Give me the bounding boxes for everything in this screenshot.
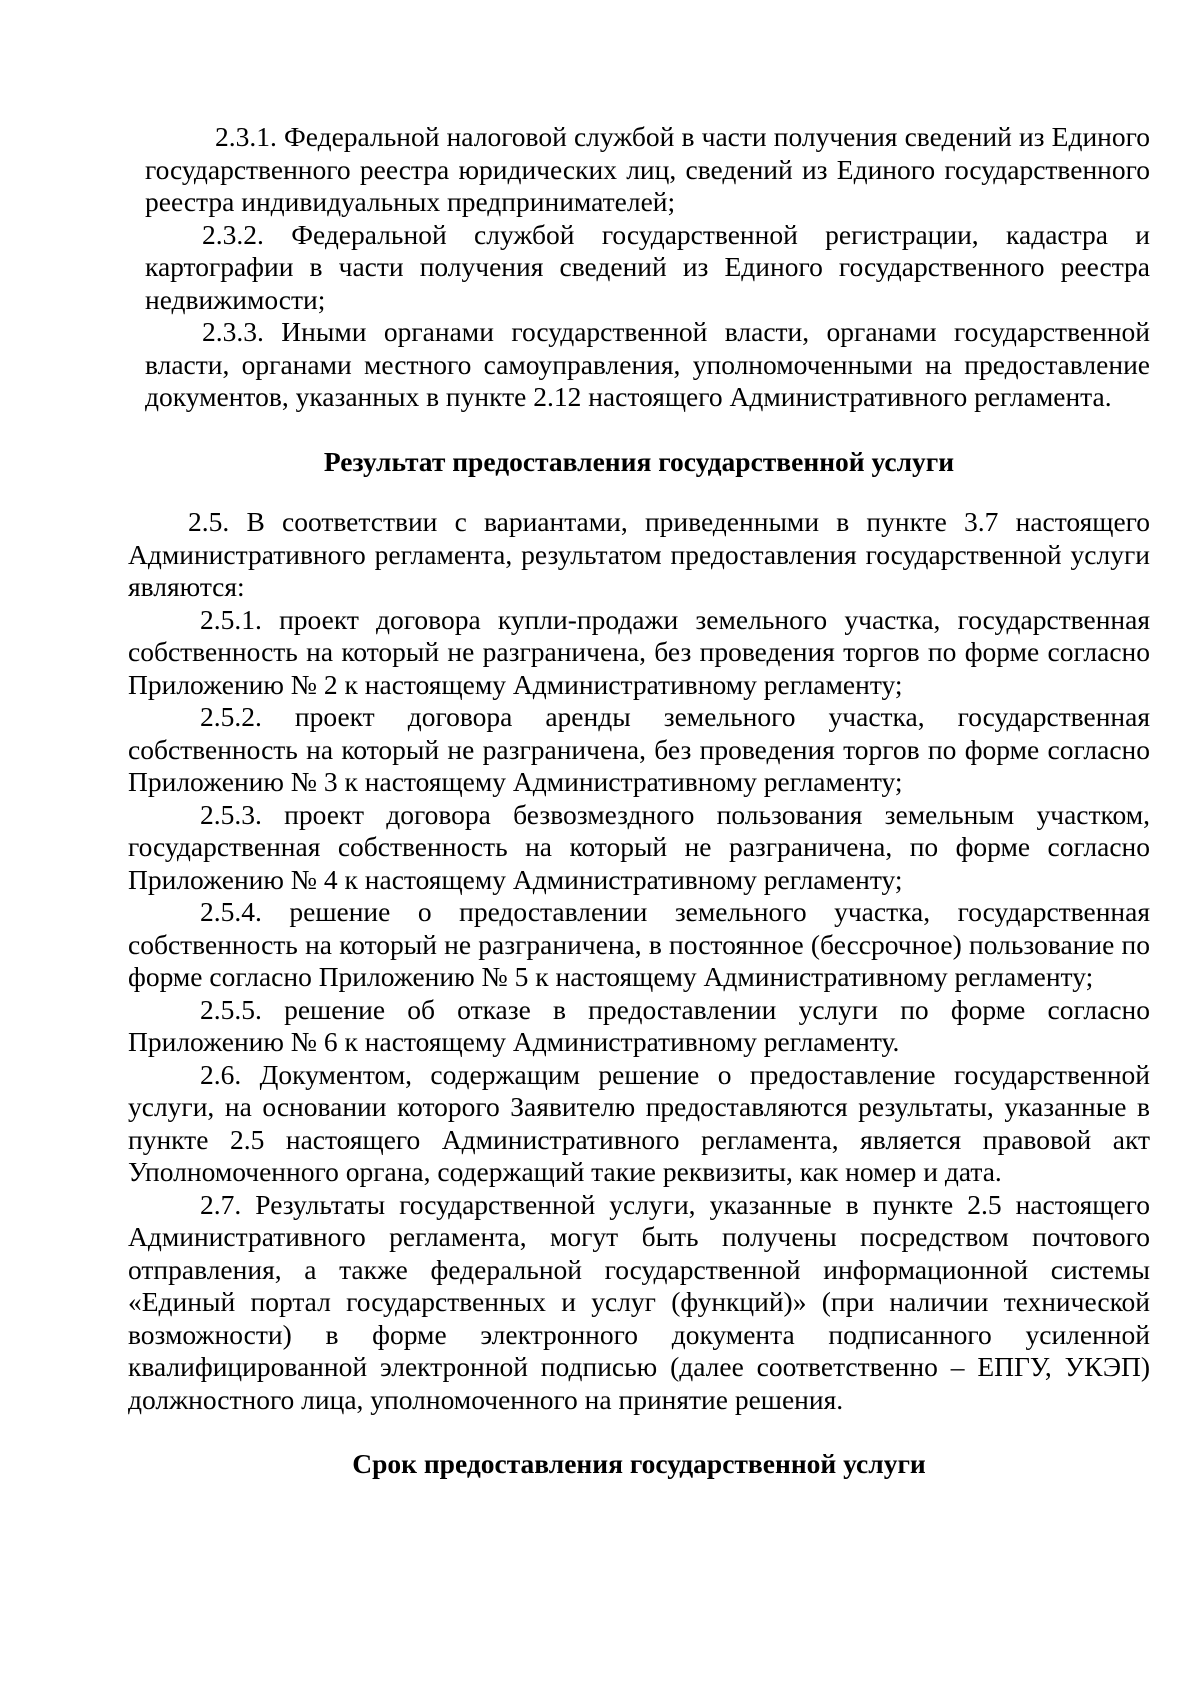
paragraph-2-3-3: 2.3.3. Иными органами государственной власти, органами государственной власти, органами местного самоуправления, уполномоченными на предоставление документов, указанных в пункте 2.12 настоящего Административного регламента. (145, 316, 1150, 412)
spacer (128, 478, 1150, 506)
spacer (128, 1416, 1150, 1448)
paragraph-2-5-5: 2.5.5. решение об отказе в предоставлении услуги по форме согласно Приложению № 6 к настоящему Административному регламенту. (128, 993, 1150, 1057)
paragraph-2-5-2: 2.5.2. проект договора аренды земельного участка, государственная собственность на который не разграничена, без проведения торгов по форме согласно Приложению № 3 к настоящему Административному регламенту; (128, 701, 1150, 797)
section-heading-result: Результат предоставления государственной услуги (323, 445, 955, 477)
paragraph-2-5-3: 2.5.3. проект договора безвозмездного пользования земельным участком, государственная собственность на который не разграничена, по форме согласно Приложению № 4 к настоящему Административному регламенту; (128, 798, 1150, 895)
paragraph-2-5: 2.5. В соответствии с вариантами, приведенными в пункте 3.7 настоящего Административного регламента, результатом предоставления государственной услуги являются: (128, 506, 1150, 602)
document-body (128, 121, 1150, 1481)
paragraph-2-5-4: 2.5.4. решение о предоставлении земельного участка, государственная собственность на который не разграничена, в постоянное (бессрочное) пользование по форме согласно Приложению № 5 к настоящему Административному регламенту; (128, 896, 1150, 992)
paragraph-2-3-2: 2.3.2. Федеральной службой государственной регистрации, кадастра и картографии в части получения сведений из Единого государственного реестра недвижимости; (145, 218, 1150, 315)
section-heading-term: Срок предоставления государственной услуги (352, 1448, 926, 1479)
paragraph-2-5-1: 2.5.1. проект договора купли-продажи земельного участка, государственная собственность на который не разграничена, без проведения торгов по форме согласно Приложению № 2 к настоящему Административному регламенту; (128, 603, 1150, 700)
paragraph-2-7: 2.7. Результаты государственной услуги, указанные в пункте 2.5 настоящего Административного регламента, могут быть получены посредством почтового отправления, а также федеральной государственной информационной системы «Единый портал государственных и услуг (функций)» (при наличии технической возможности) в форме электронного документа подписанного усиленной квалифицированной электронной подписью (далее соответственно – ЕПГУ, УКЭП) должностного лица, уполномоченного на принятие решения. (128, 1188, 1150, 1415)
paragraph-2-3-1: 2.3.1. Федеральной налоговой службой в части получения сведений из Единого государственного реестра юридических лиц, сведений из Единого государственного реестра индивидуальных предпринимателей; (145, 121, 1150, 217)
spacer (128, 414, 1150, 446)
paragraph-2-6: 2.6. Документом, содержащим решение о предоставление государственной услуги, на основании которого Заявителю предоставляются результаты, указанные в пункте 2.5 настоящего Административного регламента, является правовой акт Уполномоченного органа, содержащий такие реквизиты, как номер и дата. (128, 1058, 1150, 1187)
